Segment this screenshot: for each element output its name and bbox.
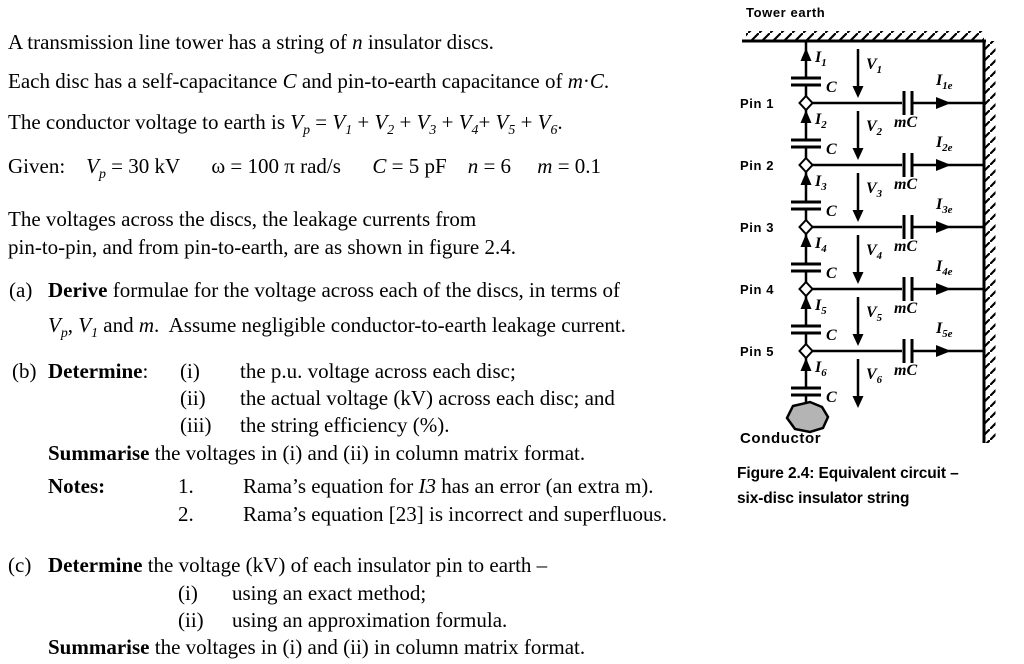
voltage-v3-label: $V_3$ — [866, 180, 883, 201]
voltage-v1-label: $V_1$ — [866, 56, 883, 77]
part-c-item-1-num: (i) — [178, 581, 198, 605]
current-i2-label: $I_2$ — [815, 111, 827, 132]
note-2-num: 2. — [178, 502, 194, 526]
cap-c4-label: C — [826, 265, 837, 282]
pin-2-label: Pin 2 — [740, 158, 775, 173]
pin-1-label: Pin 1 — [740, 96, 775, 111]
part-c-marker: (c) — [8, 553, 32, 577]
current-i5-label: $I_5$ — [815, 297, 827, 318]
leakage-i1e-label: $I_{1e}$ — [936, 72, 953, 93]
voltage-equation-line: The conductor voltage to earth is $V_p = V_1 + V_2 + V_3 + V_4+ V_5 + V_6$. — [8, 110, 563, 138]
figure-caption — [737, 461, 959, 511]
voltage-v4-label: $V_4$ — [866, 242, 883, 263]
leakage-i5e-label: $I_{5e}$ — [936, 320, 953, 341]
given-values-line: Given: $V_p = 30$ kV ω = 100 π rad/s C = 5 pF n = 6 m = 0.1 — [8, 154, 602, 182]
cap-mc5-label: mC — [894, 362, 918, 379]
figure-caption-line-1: Figure 2.4: Equivalent circuit – — [737, 465, 959, 482]
tower-earth-ground — [742, 31, 986, 41]
conductor-label: Conductor — [740, 430, 822, 447]
cap-mc3-label: mC — [894, 238, 918, 255]
cap-c5-label: C — [826, 327, 837, 344]
current-i4-label: $I_4$ — [815, 235, 827, 256]
part-c-item-2-num: (ii) — [178, 608, 204, 632]
voltage-v2-label: $V_2$ — [866, 118, 883, 139]
part-a-line-2: $V_p$, $V_1$ and m. Assume negligible conductor-to-earth leakage current. — [48, 313, 626, 341]
voltage-v6-label: $V_6$ — [866, 366, 883, 387]
cap-mc4-label: mC — [894, 300, 918, 317]
earth-wall — [984, 40, 996, 443]
pin-5-label: Pin 5 — [740, 344, 775, 359]
figure-caption-line-2: six-disc insulator string — [737, 490, 910, 507]
part-b-item-1-num: (i) — [180, 359, 200, 383]
intro-line-1: A transmission line tower has a string of n insulator discs. — [8, 30, 494, 54]
intro-line-2: Each disc has a self-capacitance C and pin-to-earth capacitance of m·C. — [8, 69, 610, 93]
leakage-i4e-label: $I_{4e}$ — [936, 258, 953, 279]
figure-reference-line-1: The voltages across the discs, the leakage currents from — [8, 207, 477, 231]
part-b-marker: (b) — [12, 359, 37, 383]
figure-reference-line-2: pin-to-pin, and from pin-to-earth, are as shown in figure 2.4. — [8, 235, 516, 259]
part-b-summarise: Summarise the voltages in (i) and (ii) in column matrix format. — [48, 441, 586, 465]
cap-mc1-label: mC — [894, 114, 918, 131]
cap-c2-label: C — [826, 141, 837, 158]
tower-earth-label: Tower earth — [746, 5, 826, 20]
pin-3-label: Pin 3 — [740, 220, 775, 235]
part-b-item-2-num: (ii) — [180, 386, 206, 410]
part-c-summarise: Summarise the voltages in (i) and (ii) in column matrix format. — [48, 635, 586, 659]
cap-c3-label: C — [826, 203, 837, 220]
part-b-item-3-text: the string efficiency (%). — [240, 413, 450, 437]
current-i1-label: $I_1$ — [815, 49, 827, 70]
part-a-line-1: Derive formulae for the voltage across each of the discs, in terms of — [48, 278, 621, 302]
cap-mc2-label: mC — [894, 176, 918, 193]
part-b-item-3-num: (iii) — [180, 413, 212, 437]
note-2-text: Rama’s equation [23] is incorrect and superfluous. — [243, 502, 667, 526]
pin-4-label: Pin 4 — [740, 282, 775, 297]
note-1-num: 1. — [178, 474, 194, 498]
notes-heading: Notes: — [48, 474, 106, 498]
part-a-marker: (a) — [9, 278, 33, 302]
part-b-item-1-text: the p.u. voltage across each disc; — [240, 359, 516, 383]
leakage-i2e-label: $I_{2e}$ — [936, 134, 953, 155]
conductor-blob — [787, 402, 828, 432]
part-c-item-1-text: using an exact method; — [232, 581, 427, 605]
part-c-item-2-text: using an approximation formula. — [232, 608, 508, 632]
part-b-item-2-text: the actual voltage (kV) across each disc; and — [240, 386, 615, 410]
voltage-v5-label: $V_5$ — [866, 304, 883, 325]
current-i6-label: $I_6$ — [815, 359, 827, 380]
cap-c6-label: C — [826, 389, 837, 406]
current-i3-label: $I_3$ — [815, 173, 827, 194]
cap-c1-label: C — [826, 79, 837, 96]
part-b-heading: Determine: — [48, 359, 149, 383]
leakage-i3e-label: $I_{3e}$ — [936, 196, 953, 217]
part-c-heading: Determine the voltage (kV) of each insulator pin to earth – — [48, 553, 548, 577]
note-1-text: Rama’s equation for I3 has an error (an extra m). — [243, 474, 654, 498]
